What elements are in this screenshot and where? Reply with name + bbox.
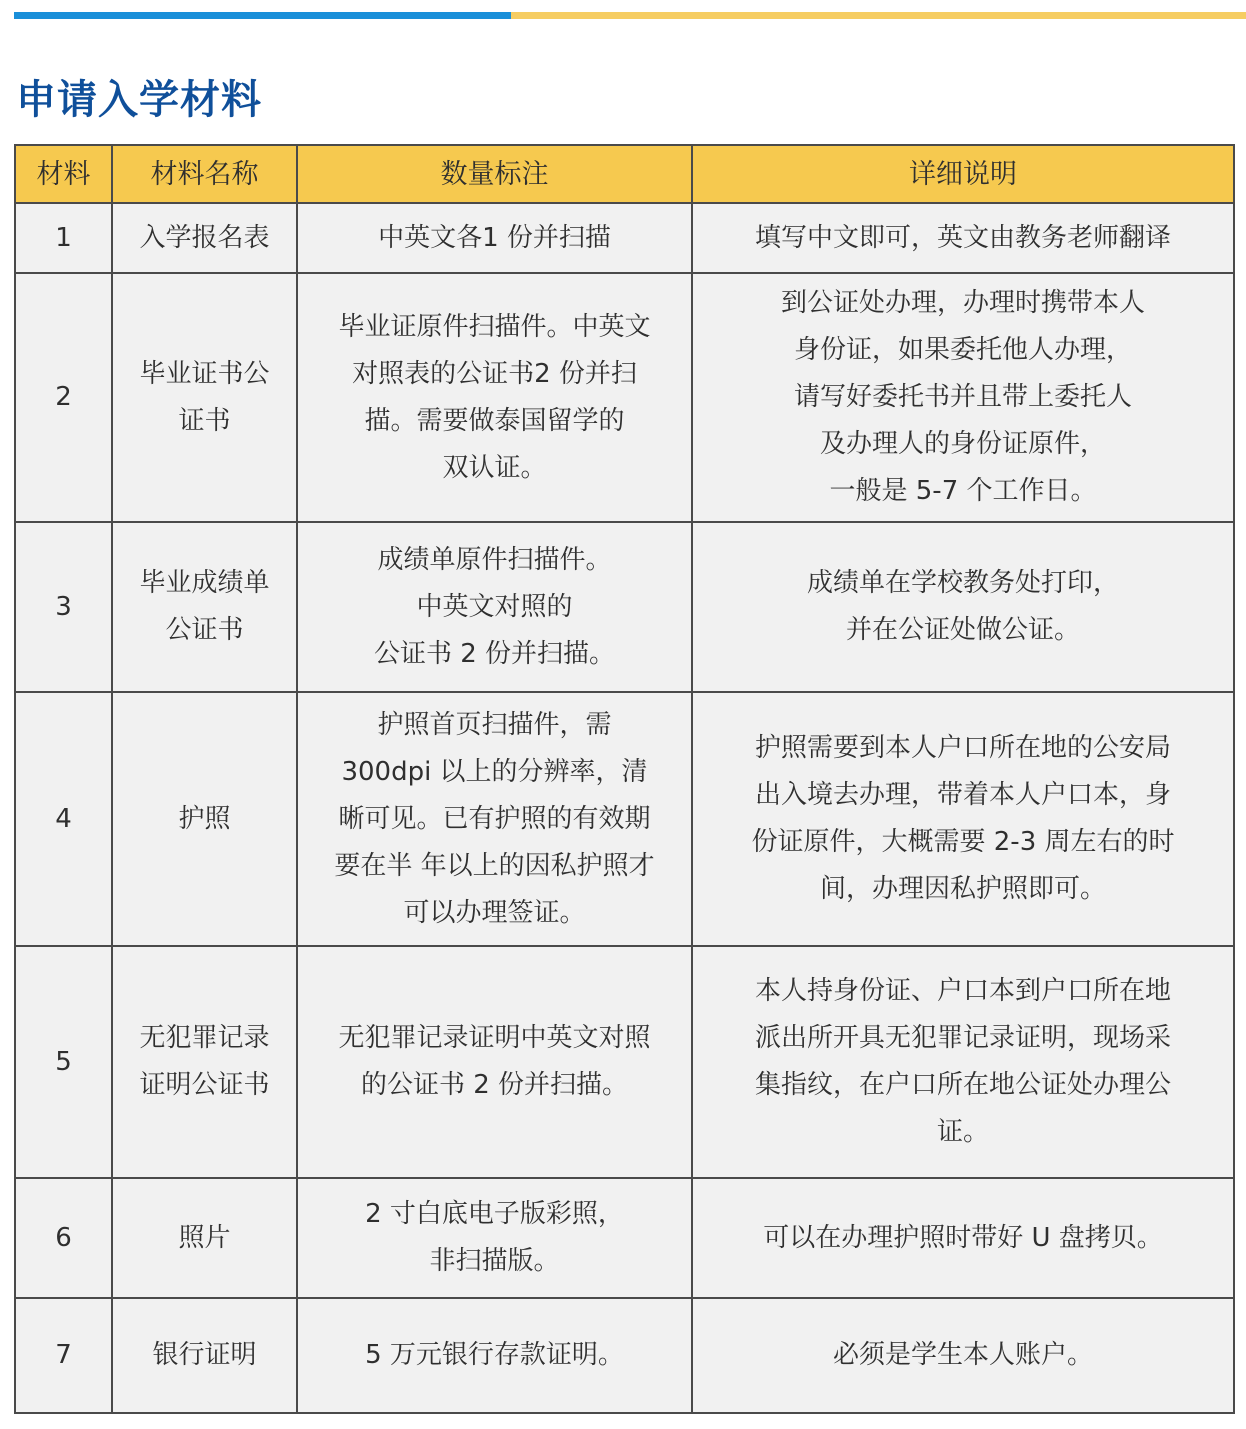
cell-text-line: 护照首页扫描件，需 — [377, 709, 612, 740]
materials-table — [14, 144, 1235, 1414]
table-row — [15, 946, 1234, 1178]
cell-text-line: 毕业成绩单 — [139, 568, 270, 598]
header-detail: 详细说明 — [692, 145, 1234, 203]
table-row — [15, 203, 1234, 273]
table-body — [15, 203, 1234, 1413]
accent-bar-blue — [14, 12, 511, 19]
cell-text-line: 派出所开具无犯罪记录证明，现场采 — [754, 1023, 1171, 1053]
cell-quantity — [297, 522, 692, 692]
cell-name — [112, 946, 297, 1178]
cell-text-line: 可以在办理护照时带好 U 盘拷贝。 — [763, 1222, 1163, 1253]
cell-text-line: 银行证明 — [152, 1340, 257, 1370]
cell-text-line: 必须是学生本人账户。 — [832, 1340, 1093, 1370]
cell-name — [112, 692, 297, 946]
cell-detail — [692, 1298, 1234, 1413]
cell-text-line: 入学报名表 — [139, 222, 270, 253]
cell-text-line: 证。 — [936, 1117, 989, 1147]
cell-quantity — [297, 1178, 692, 1298]
cell-quantity — [297, 1298, 692, 1413]
cell-text-line: 间，办理因私护照即可。 — [819, 874, 1106, 904]
cell-text-line: 成绩单原件扫描件。 — [377, 544, 612, 575]
cell-text-line: 300dpi 以上的分辨率，清 — [341, 756, 648, 787]
cell-text-line: 照片 — [178, 1222, 231, 1253]
cell-text-line: 出入境去办理，带着本人户口本，身 — [754, 780, 1171, 810]
cell-no: 1 — [15, 203, 112, 273]
cell-no: 6 — [15, 1178, 112, 1298]
cell-name — [112, 522, 297, 692]
cell-text-line: 毕业证原件扫描件。中英文 — [338, 311, 651, 342]
cell-text-line: 本人持身份证、户口本到户口所在地 — [754, 976, 1171, 1006]
cell-text-line: 中英文对照的 — [416, 591, 573, 622]
table-header-row — [15, 145, 1234, 203]
cell-text-line: 证书 — [178, 405, 231, 436]
cell-text-line: 中英文各1 份并扫描 — [378, 222, 611, 253]
cell-text-line: 护照需要到本人户口所在地的公安局 — [754, 733, 1171, 763]
top-accent-bar — [14, 12, 1246, 19]
cell-text-line: 5 万元银行存款证明。 — [365, 1340, 624, 1370]
cell-text-line: 对照表的公证书2 份并扫 — [352, 358, 637, 389]
cell-no: 7 — [15, 1298, 112, 1413]
cell-text-line: 公证书 2 份并扫描。 — [373, 638, 616, 669]
cell-text-line: 一般是 5-7 个工作日。 — [829, 476, 1097, 506]
table-row — [15, 1298, 1234, 1413]
cell-detail — [692, 692, 1234, 946]
cell-text-line: 毕业证书公 — [139, 358, 270, 389]
cell-no: 4 — [15, 692, 112, 946]
cell-detail — [692, 1178, 1234, 1298]
cell-detail — [692, 273, 1234, 522]
cell-text-line: 证明公证书 — [139, 1070, 270, 1100]
cell-text-line: 晰可见。已有护照的有效期 — [338, 803, 651, 834]
cell-quantity — [297, 692, 692, 946]
cell-detail — [692, 946, 1234, 1178]
cell-no: 5 — [15, 946, 112, 1178]
cell-name — [112, 273, 297, 522]
cell-text-line: 请写好委托书并且带上委托人 — [793, 382, 1132, 412]
cell-quantity — [297, 203, 692, 273]
cell-text-line: 填写中文即可，英文由教务老师翻译 — [754, 222, 1171, 253]
page-title: 申请入学材料 — [16, 77, 262, 123]
cell-text-line: 到公证处办理，办理时携带本人 — [780, 288, 1145, 318]
header-no: 材料 — [15, 145, 112, 203]
cell-name — [112, 203, 297, 273]
cell-text-line: 及办理人的身份证原件， — [819, 429, 1106, 459]
cell-name — [112, 1298, 297, 1413]
cell-quantity — [297, 946, 692, 1178]
table-row — [15, 273, 1234, 522]
table-row — [15, 692, 1234, 946]
cell-text-line: 非扫描版。 — [429, 1246, 560, 1276]
cell-detail — [692, 522, 1234, 692]
cell-no: 3 — [15, 522, 112, 692]
cell-name — [112, 1178, 297, 1298]
cell-text-line: 描。需要做泰国留学的 — [364, 405, 625, 436]
cell-no: 2 — [15, 273, 112, 522]
accent-bar-yellow — [511, 12, 1246, 19]
cell-text-line: 的公证书 2 份并扫描。 — [360, 1070, 629, 1100]
cell-detail — [692, 203, 1234, 273]
cell-text-line: 2 寸白底电子版彩照， — [365, 1199, 624, 1229]
cell-quantity — [297, 273, 692, 522]
cell-text-line: 护照 — [178, 803, 231, 834]
cell-text-line: 要在半 年以上的因私护照才 — [334, 850, 655, 881]
cell-text-line: 身份证，如果委托他人办理， — [793, 335, 1132, 365]
cell-text-line: 无犯罪记录证明中英文对照 — [338, 1023, 651, 1053]
cell-text-line: 成绩单在学校教务处打印， — [806, 568, 1119, 598]
cell-text-line: 并在公证处做公证。 — [845, 615, 1080, 645]
table-row — [15, 1178, 1234, 1298]
cell-text-line: 集指纹，在户口所在地公证处办理公 — [754, 1070, 1171, 1100]
header-quantity: 数量标注 — [297, 145, 692, 203]
table-row — [15, 522, 1234, 692]
cell-text-line: 份证原件，大概需要 2-3 周左右的时 — [751, 827, 1175, 857]
cell-text-line: 双认证。 — [442, 452, 547, 483]
cell-text-line: 无犯罪记录 — [139, 1023, 270, 1053]
header-name: 材料名称 — [112, 145, 297, 203]
cell-text-line: 可以办理签证。 — [403, 897, 586, 928]
cell-text-line: 公证书 — [165, 615, 244, 645]
